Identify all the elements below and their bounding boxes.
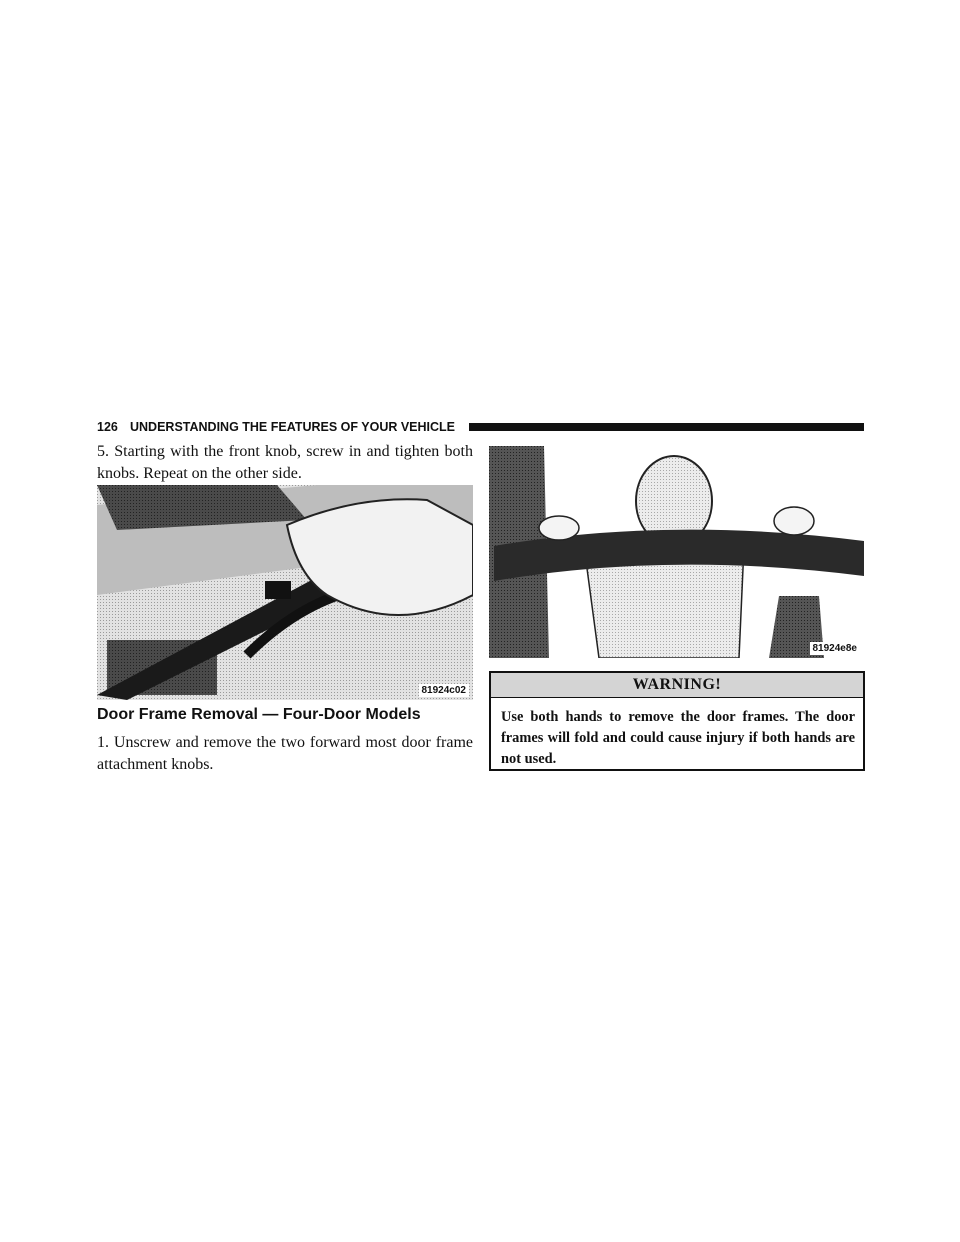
warning-box (489, 671, 865, 771)
figure-code-2: 81924e8e (810, 642, 861, 655)
warning-title: WARNING! (491, 673, 863, 698)
page-header (97, 419, 864, 435)
figure-door-frame-removal (489, 446, 864, 658)
figure-code-1: 81924c02 (419, 684, 470, 697)
warning-body: Use both hands to remove the door frames. The door frames will fold and could cause injury if both hands are not used. (501, 709, 855, 767)
header-rule (469, 423, 864, 431)
knob-illustration (97, 485, 473, 700)
door-frame-illustration (489, 446, 864, 658)
chapter-title: UNDERSTANDING THE FEATURES OF YOUR VEHICLE (130, 420, 456, 434)
step-5-text: 5. Starting with the front knob, screw in and tighten both knobs. Repeat on the other side. (97, 443, 473, 482)
figure-knob-tightening (97, 485, 473, 700)
step-1-text: 1. Unscrew and remove the two forward most door frame attachment knobs. (97, 734, 473, 773)
page-number: 126 (97, 420, 118, 434)
section-heading: Door Frame Removal — Four-Door Models (97, 706, 421, 723)
